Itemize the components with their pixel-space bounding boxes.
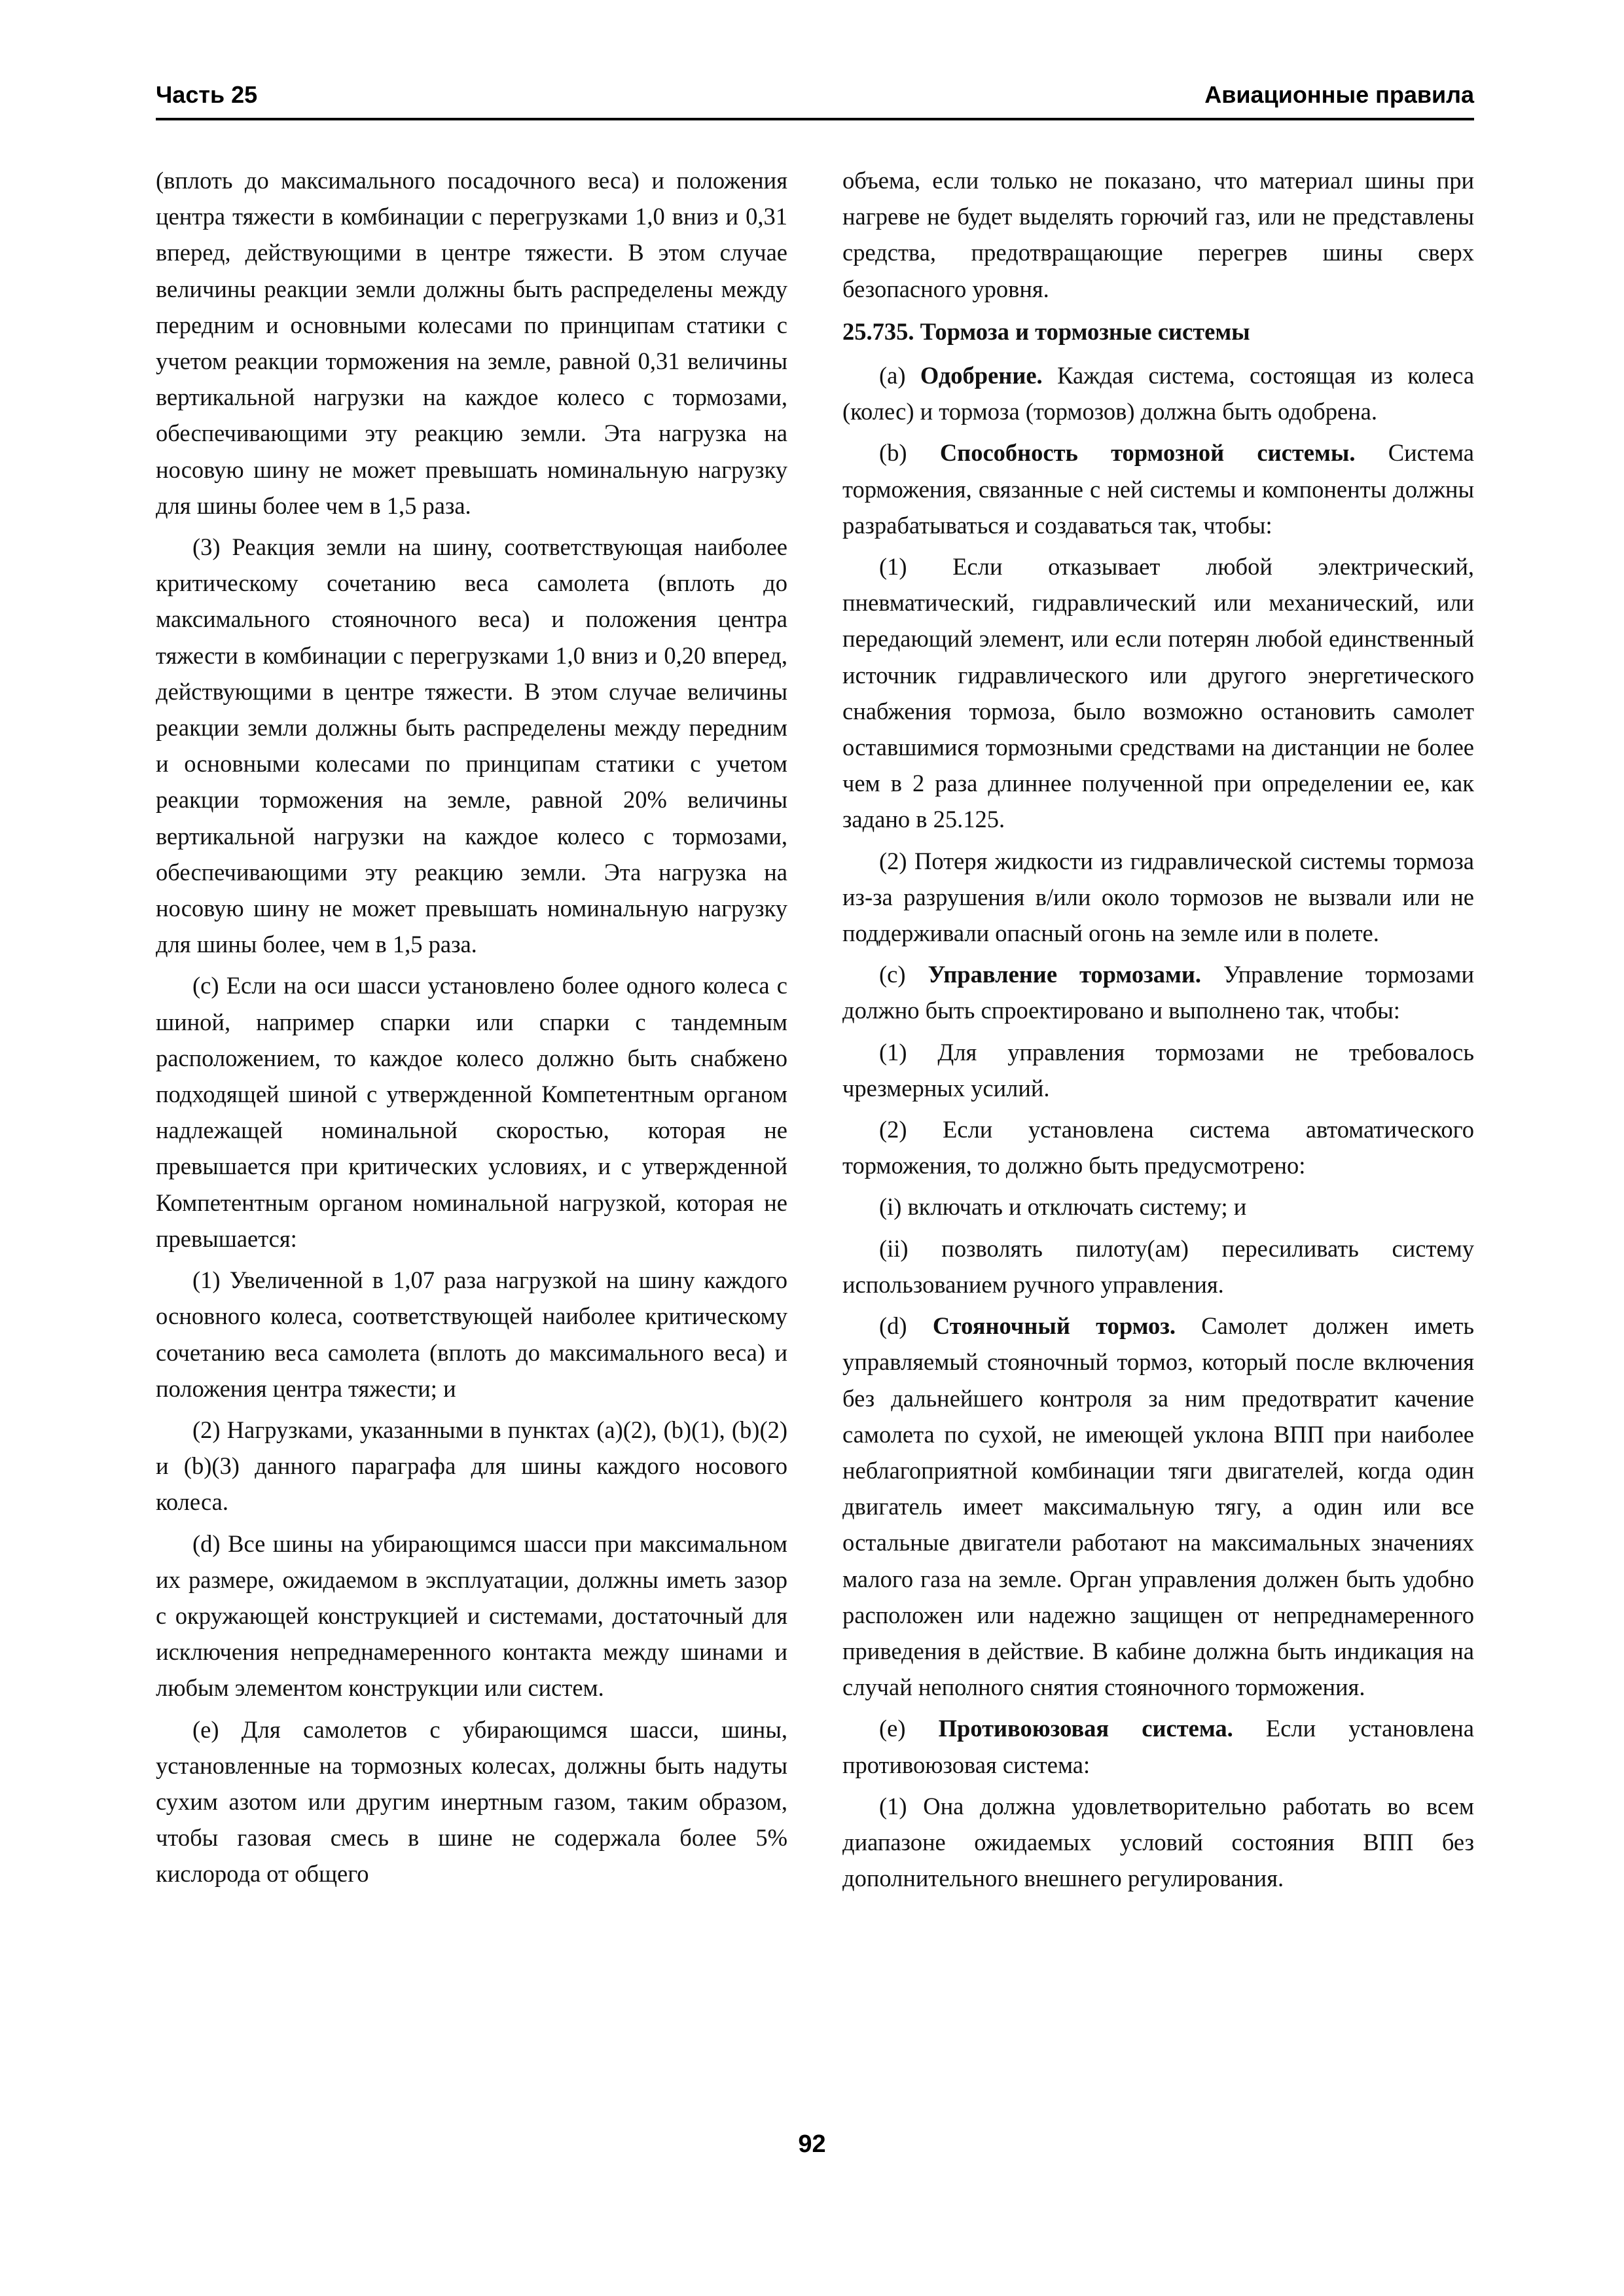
paragraph: (d) Все шины на убирающимся шасси при максимальном их размере, ожидаемом в эксплуатации, должны иметь зазор с окружающей конструкцией и системами, достаточный для исключения непреднамеренного контакта между шинами и любым элементом конструкции или систем. <box>156 1530 787 1702</box>
paragraph-e <box>842 1710 1474 1782</box>
page-header <box>156 79 1474 120</box>
paragraph: (3) Реакция земли на шину, соответствующая наиболее критическому сочетанию веса самолета (вплоть до максимального стояночного веса) и положения центра тяжести в комбинации с перегрузками 1,0 вниз и 0,20 вперед, действующими в центре тяжести. В этом случае величины реакции земли должны быть распределены между передним и основными колесами по принципам статики с учетом реакции торможения на земле, равной 20% величины вертикальной нагрузки на каждое колесо с тормозами, обеспечивающими эту реакцию земли. Эта нагрузка на носовую шину не может превышать номинальную нагрузку для шины более, чем в 1,5 раза. <box>156 533 787 958</box>
right-column <box>842 162 1474 1901</box>
paragraph-b <box>842 435 1474 543</box>
item-text: Самолет должен иметь управляемый стояночный тормоз, который после включения без дальнейшего контроля за ним предотвратит качение самолета по сухой, не имеющей уклона ВПП при наиболее неблагоприятной комбинации тяги двигателей, когда один двигатель имеет максимальную тягу, а один или все остальные двигатели работают на максимальных значениях малого газа на земле. Орган управления должен быть удобно расположен или надежно защищен от непреднамеренного приведения в действие. В кабине должна быть индикация на случай неполного снятия стояночного торможения. <box>842 1312 1475 1701</box>
item-text: Каждая система, состоящая из колеса (колес) и тормоза (тормозов) должна быть одобрена. <box>842 362 1475 425</box>
item-title: Способность тормозной системы. <box>939 439 1356 467</box>
item-title: Стояночный тормоз. <box>932 1312 1176 1340</box>
paragraph-a <box>842 357 1474 429</box>
item-label: (a) <box>879 362 906 389</box>
paragraph: (вплоть до максимального посадочного веса) и положения центра тяжести в комбинации с перегрузками 1,0 вниз и 0,31 вперед, действующими в центре тяжести. В этом случае величины реакции земли должны быть распределены между передним и основными колесами по принципам статики с учетом реакции торможения на земле, равной 0,31 величины вертикальной нагрузки на каждое колесо с тормозами, обеспечивающими эту реакцию земли. Эта нагрузка на носовую шину не может превышать номинальную нагрузку для шины более чем в 1,5 раза. <box>156 167 787 519</box>
item-label: (e) <box>879 1715 906 1742</box>
item-text: Система торможения, связанные с ней системы и компоненты должны разрабатываться и создаваться так, чтобы: <box>842 439 1474 539</box>
paragraph: объема, если только не показано, что материал шины при нагреве не будет выделять горючий газ, или не представлены средства, предотвращающие перегрев шины сверх безопасного уровня. <box>842 167 1474 302</box>
item-title: Противоюзовая система. <box>938 1715 1233 1742</box>
item-text: Управление тормозами должно быть спроектировано и выполнено так, чтобы: <box>842 961 1474 1024</box>
page-number: 92 <box>798 2130 826 2158</box>
paragraph: (ii) позволять пилоту(ам) пересиливать систему использованием ручного управления. <box>842 1234 1474 1298</box>
section-heading: 25.735. Тормоза и тормозные системы <box>842 317 1250 345</box>
item-title: Управление тормозами. <box>928 961 1201 988</box>
paragraph: (1) Если отказывает любой электрический, пневматический, гидравлический или механический, или передающий элемент, или если потерян любой единственный источник гидравлического или другого энергетического снабжения тормоза, было возможно остановить самолет оставшимися тормозными средствами на дистанции не более чем в 2 раза длиннее полученной при определении ее, как задано в 25.125. <box>842 553 1474 833</box>
paragraph: (i) включать и отключать систему; и <box>879 1193 1247 1221</box>
paragraph: (2) Нагрузками, указанными в пунктах (a)(2), (b)(1), (b)(2) и (b)(3) данного параграфа для шины каждого носового колеса. <box>156 1416 787 1516</box>
paragraph: (1) Для управления тормозами не требовалось чрезмерных усилий. <box>842 1038 1474 1102</box>
paragraph: (1) Увеличенной в 1,07 раза нагрузкой на шину каждого основного колеса, соответствующей наиболее критическому сочетанию веса самолета (вплоть до максимального веса) и положения центра тяжести; и <box>156 1266 787 1402</box>
paragraph: (2) Если установлена система автоматического торможения, то должно быть предусмотрено: <box>842 1116 1474 1179</box>
header-part-label: Часть 25 <box>156 81 258 108</box>
paragraph: (e) Для самолетов с убирающимся шасси, шины, установленные на тормозных колесах, должны быть надуты сухим азотом или другим инертным газом, таким образом, чтобы газовая смесь в шине не содержала более 5% кислорода от общего <box>156 1715 787 1888</box>
item-text: Если установлена противоюзовая система: <box>842 1715 1475 1778</box>
item-label: (b) <box>879 439 907 467</box>
item-label: (c) <box>879 961 906 988</box>
paragraph: (c) Если на оси шасси установлено более одного колеса с шиной, например спарки или спарки с тандемным расположением, то каждое колесо должно быть снабжено подходящей шиной с утвержденной Компетентным органом надлежащей номинальной скоростью, которая не превышается при критических условиях, и с утвержденной Компетентным органом номинальной нагрузкой, которая не превышается: <box>156 972 787 1252</box>
paragraph: (2) Потеря жидкости из гидравлической системы тормоза из-за разрушения в/или около тормозов не вызвали или не поддерживали опасный огонь на земле или в полете. <box>842 847 1474 947</box>
paragraph-d <box>842 1308 1474 1705</box>
paragraph: (1) Она должна удовлетворительно работать во всем диапазоне ожидаемых условий состояния ВПП без дополнительного внешнего регулирования. <box>842 1792 1474 1892</box>
item-title: Одобрение. <box>920 362 1043 389</box>
header-title: Авиационные правила <box>1204 81 1474 108</box>
left-column <box>156 162 787 1897</box>
paragraph-c <box>842 956 1474 1028</box>
item-label: (d) <box>879 1312 907 1340</box>
